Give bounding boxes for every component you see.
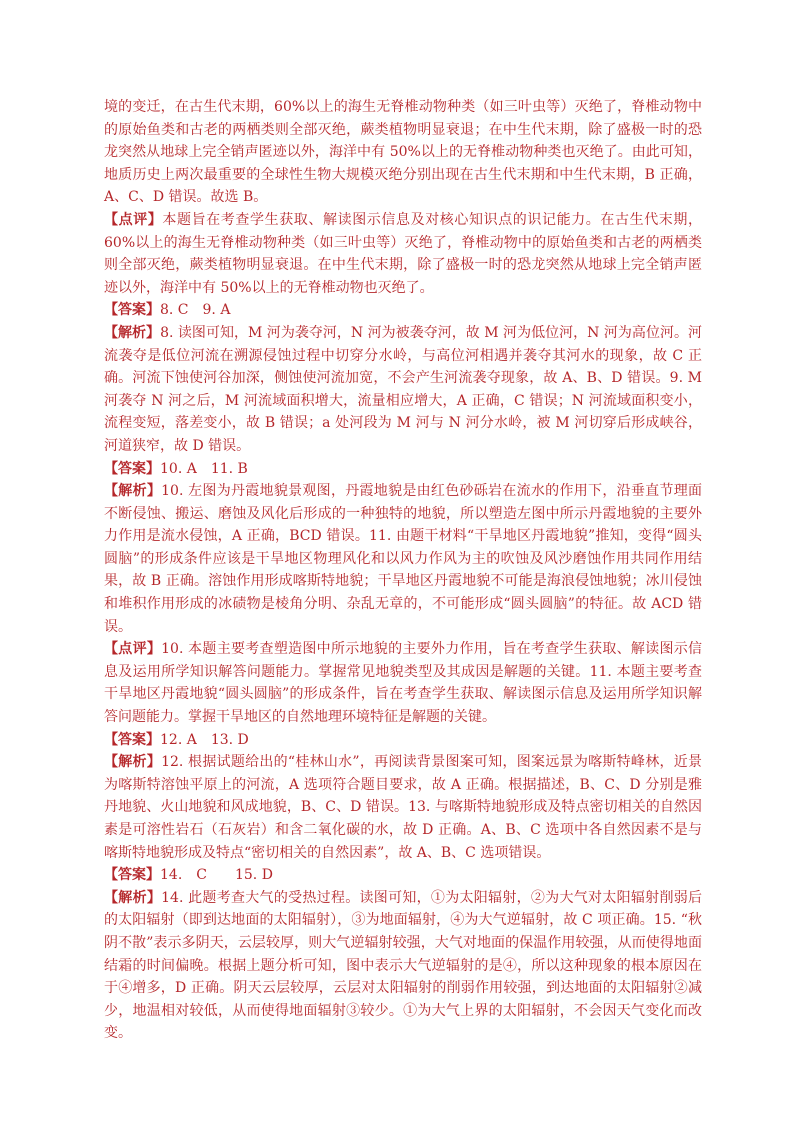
answer-tag: 【答案】 bbox=[104, 302, 160, 319]
analysis-text: 12. 根据试题给出的“桂林山水”，再阅读背景图案可知，图案远景为喀斯特峰林，近景为喀斯特溶蚀平原上的河流，A 选项符合题目要求，故 A 正确。根据描述，B、C、D 分别是雅丹地貌、火山地貌和风成地貌，B、C、D 错误。13. 与喀斯特地貌形成及特点密切相关的自然因素是可溶性岩石（石灰岩）和含二氧化碳的水，故 D 正确。A、B、C 选项中各自然因素不是与喀斯特地貌形成及特点“密切相关的自然因素”，故 A、B、C 选项错误。 bbox=[104, 754, 703, 861]
analysis-tag: 【解析】 bbox=[104, 754, 162, 771]
analysis-tag: 【解析】 bbox=[104, 324, 161, 341]
comment-tag: 【点评】 bbox=[104, 211, 163, 228]
paragraph-comment-10-11 bbox=[104, 638, 702, 728]
paragraph-comment-1 bbox=[104, 209, 702, 299]
answer-text: 10. A 11. B bbox=[160, 460, 248, 477]
paragraph-answer-12-13 bbox=[104, 729, 702, 752]
paragraph-analysis-14-15 bbox=[104, 887, 702, 1045]
analysis-text: 10. 左图为丹霞地貌景观图，丹霞地貌是由红色砂砾岩在流水的作用下，沿垂直节理面不断侵蚀、搬运、磨蚀及风化后形成的一种独特的地貌，所以塑造左图中所示丹霞地貌的主要外力作用是流水侵蚀，A 正确，BCD 错误。11. 由题干材料“干旱地区丹霞地貌”推知，变得“圆头圆脑”的形成条件应该是干旱地区物理风化和以风力作风为主的吹蚀及风沙磨蚀作用共同作用结果，故 B 正确。溶蚀作用形成喀斯特地貌；干旱地区丹霞地貌不可能是海浪侵蚀地貌；冰川侵蚀和堆积作用形成的冰碛物是棱角分明、杂乱无章的，不可能形成“圆头圆脑”的特征。故 ACD 错误。 bbox=[104, 483, 703, 635]
paragraph-answer-10-11 bbox=[104, 458, 702, 481]
analysis-text: 8. 读图可知，M 河为袭夺河，N 河为被袭夺河，故 M 河为低位河，N 河为高位河。河流袭夺是低位河流在溯源侵蚀过程中切穿分水岭，与高位河相遇并袭夺其河水的现象，故 C 正确。河流下蚀使河谷加深，侧蚀使河流加宽，不会产生河流袭夺现象，故 A、B、D 错误。9. M 河袭夺 N 河之后，M 河流域面积增大，流量相应增大，A 正确，C 错误；N 河流域面积变小，流程变短，落差变小，故 B 错误；a 处河段为 M 河与 N 河分水岭，被 M 河切穿后形成峡谷，河道狭窄，故 D 错误。 bbox=[104, 324, 702, 454]
answer-tag: 【答案】 bbox=[104, 731, 160, 748]
paragraph-analysis-12-13 bbox=[104, 751, 702, 864]
analysis-tag: 【解析】 bbox=[104, 483, 162, 500]
answer-text: 14. C 15. D bbox=[160, 867, 273, 884]
paragraph-mass-extinction bbox=[104, 96, 702, 209]
paragraph-analysis-10-11 bbox=[104, 480, 702, 638]
answer-tag: 【答案】 bbox=[104, 460, 160, 477]
analysis-text: 14. 此题考查大气的受热过程。读图可知，①为太阳辐射，②为大气对太阳辐射削弱后的太阳辐射（即到达地面的太阳辐射），③为地面辐射，④为大气逆辐射，故 C 项正确。15. “秋阴不散”表示多阴天，云层较厚，则大气逆辐射较强，大气对地面的保温作用较强，从而使得地面结霜的时间偏晚。根据上题分析可知，图中表示大气逆辐射的是④，所以这种现象的根本原因在于④增多，D 正确。阴天云层较厚，云层对太阳辐射的削弱作用较强，到达地面的太阳辐射②减少，地温相对较低，从而使得地面辐射③较少。①为大气上界的太阳辐射，不会因天气变化而改变。 bbox=[104, 889, 703, 1042]
analysis-tag: 【解析】 bbox=[104, 889, 162, 906]
answer-text: 12. A 13. D bbox=[160, 731, 249, 748]
answer-text: 8. C 9. A bbox=[160, 302, 231, 319]
document-body bbox=[104, 96, 702, 1045]
paragraph-text: 境的变迁，在古生代末期，60%以上的海生无脊椎动物种类（如三叶虫等）灭绝了，脊椎动物中的原始鱼类和古老的两栖类则全部灭绝，蕨类植物明显衰退；在中生代末期，除了盛极一时的恐龙突然从地球上完全销声匿迹以外，海洋中有 50%以上的无脊椎动物种类也灭绝了。由此可知，地质历史上两次最重要的全球性生物大规模灭绝分别出现在古生代末期和中生代末期，B 正确，A、C、D 错误。故选 B。 bbox=[104, 99, 702, 206]
paragraph-analysis-8-9 bbox=[104, 322, 702, 458]
paragraph-answer-8-9 bbox=[104, 299, 702, 322]
comment-text: 本题旨在考查学生获取、解读图示信息及对核心知识点的识记能力。在古生代末期，60%以上的海生无脊椎动物种类（如三叶虫等）灭绝了，脊椎动物中的原始鱼类和古老的两栖类则全部灭绝，蕨类植物明显衰退。在中生代末期，除了盛极一时的恐龙突然从地球上完全销声匿迹以外，海洋中有 50%以上的无脊椎动物也灭绝了。 bbox=[104, 211, 703, 296]
comment-text: 10. 本题主要考查塑造图中所示地貌的主要外力作用，旨在考查学生获取、解读图示信息及运用所学知识解答问题能力。掌握常见地貌类型及其成因是解题的关键。11. 本题主要考查干旱地区丹霞地貌“圆头圆脑”的形成条件，旨在考查学生获取、解读图示信息及运用所学知识解答问题能力。掌握干旱地区的自然地理环境特征是解题的关键。 bbox=[104, 641, 703, 726]
comment-tag: 【点评】 bbox=[104, 641, 162, 658]
answer-tag: 【答案】 bbox=[104, 867, 160, 884]
paragraph-answer-14-15 bbox=[104, 864, 702, 887]
